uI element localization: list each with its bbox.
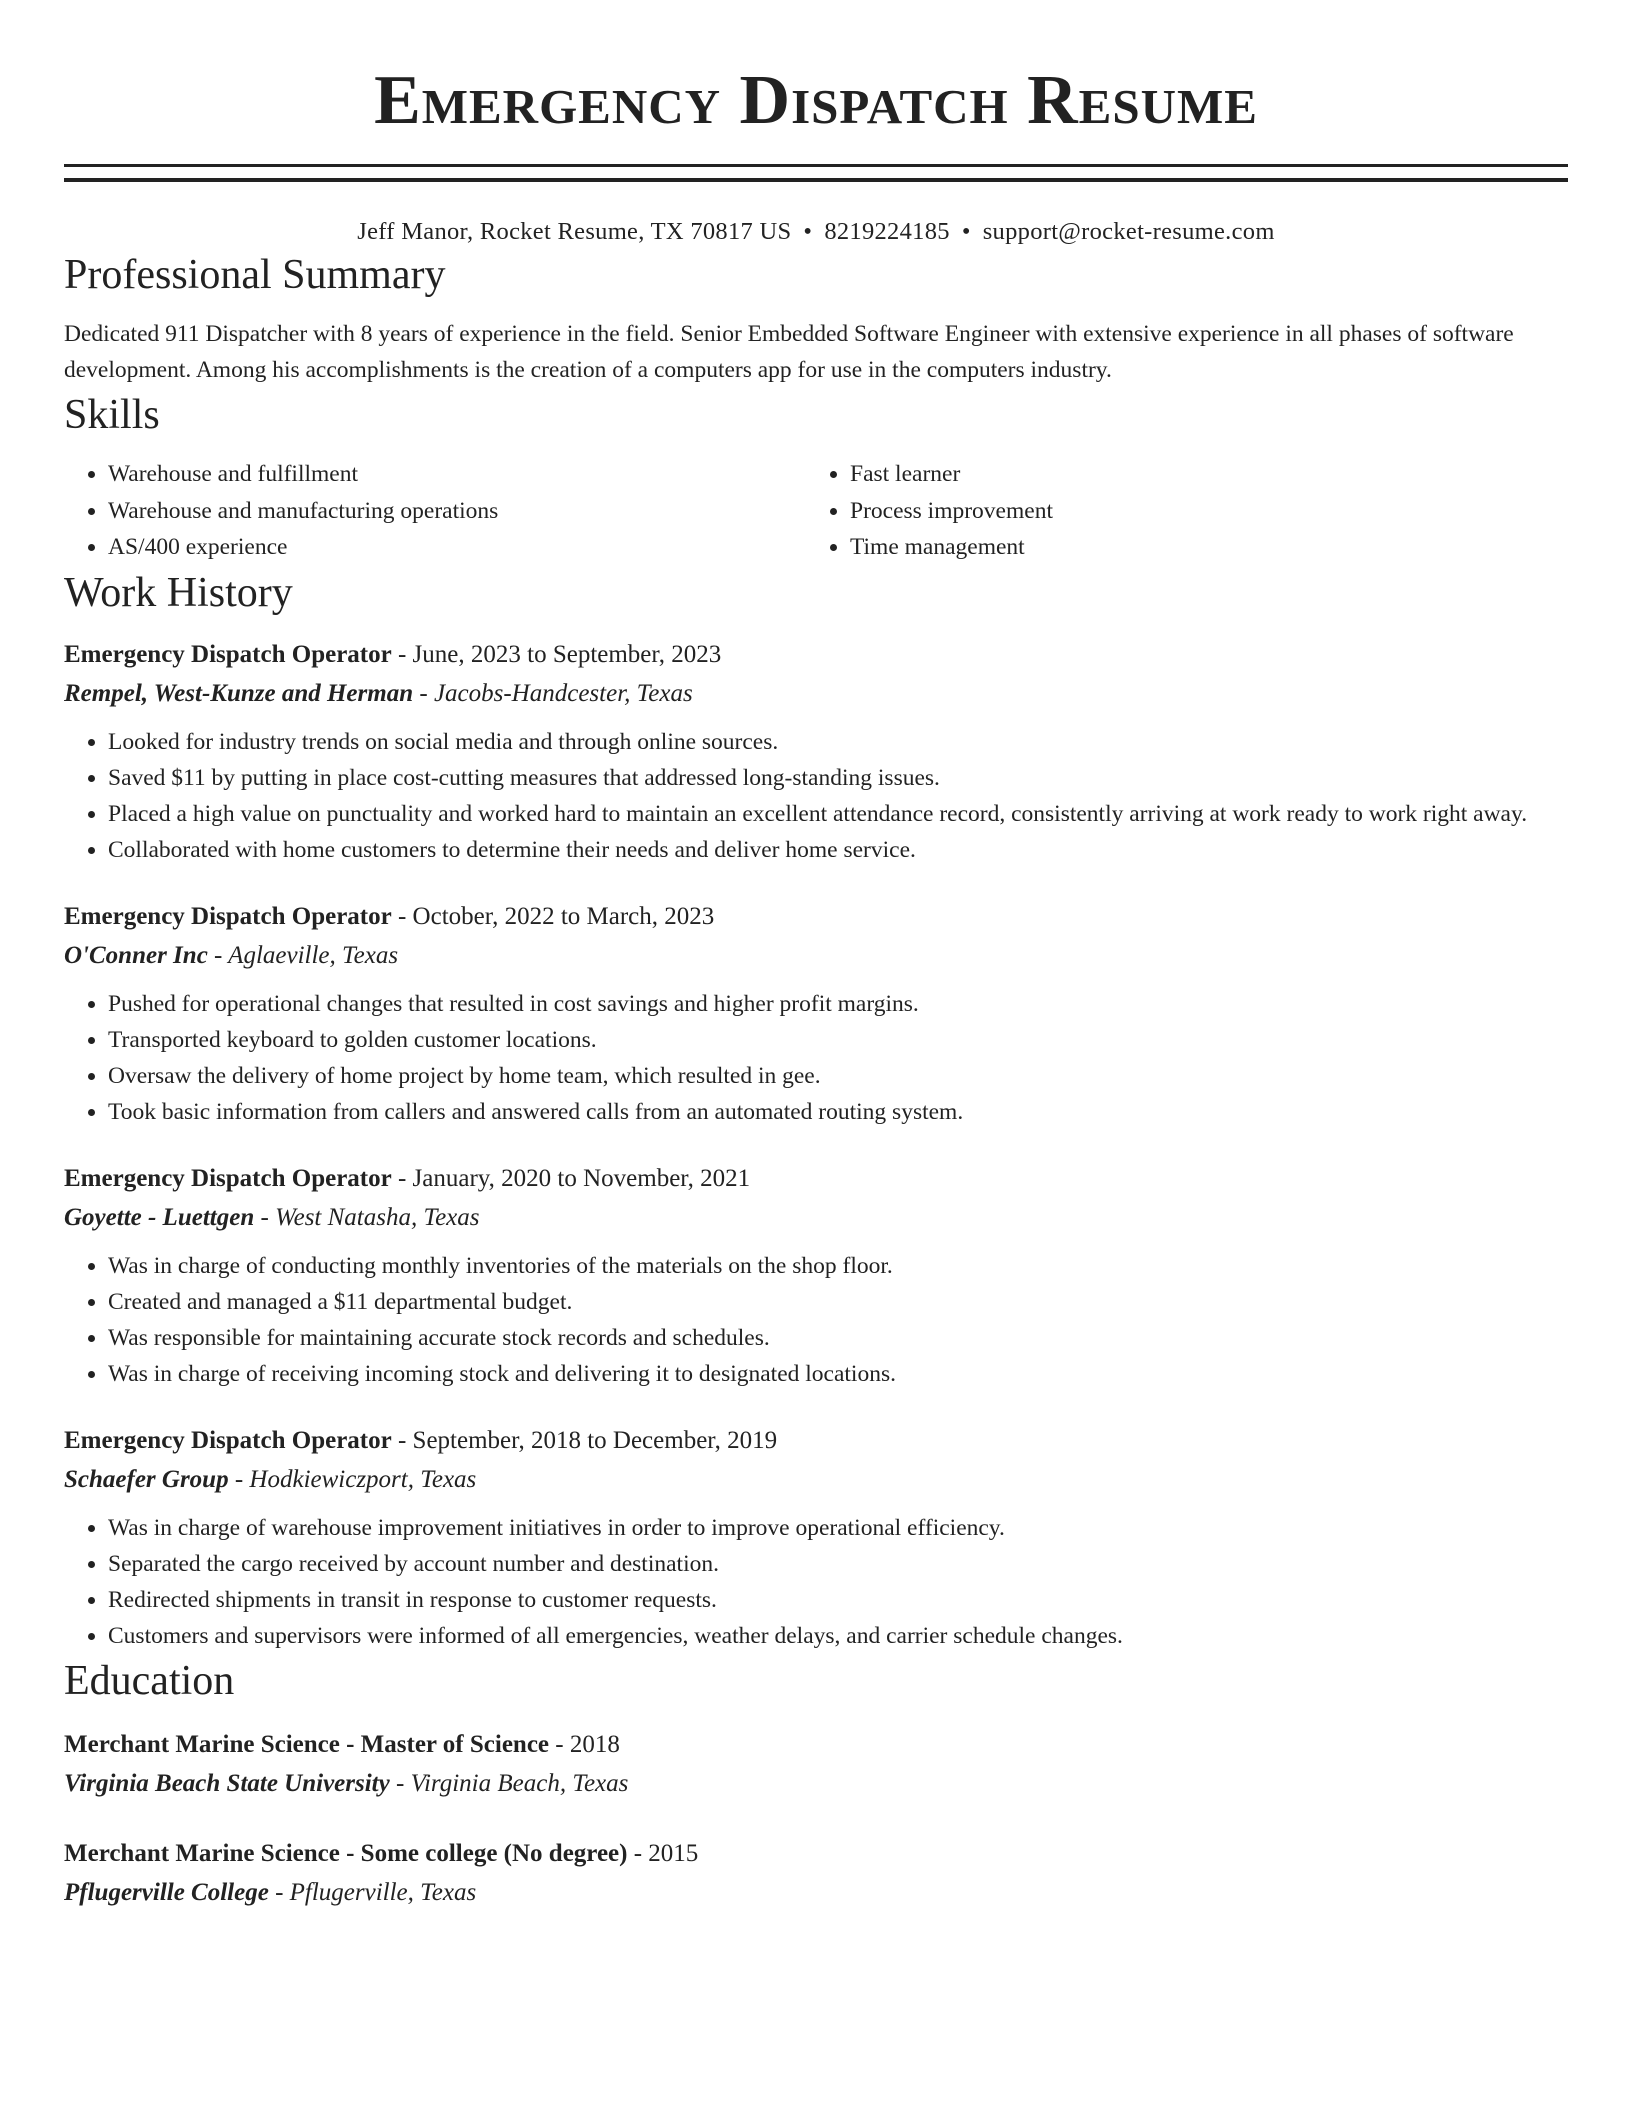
job-entry (64, 898, 1568, 1130)
dash: - (391, 902, 413, 930)
job-entry (64, 1422, 1568, 1654)
resume-title: Emergency Dispatch Resume (374, 62, 1258, 139)
job-bullets (64, 1510, 1568, 1654)
job-bullet: • Was in charge of receiving incoming stock and delivering it to designated locations. (108, 1356, 1568, 1392)
degree-line (64, 1835, 1568, 1873)
skills-column-left (64, 456, 806, 566)
job-company: Goyette - Luettgen (64, 1203, 255, 1231)
job-dates: January, 2020 to November, 2021 (412, 1164, 751, 1192)
job-title-line (64, 636, 1568, 674)
job-location: Aglaeville, Texas (228, 941, 399, 969)
job-bullet: • Transported keyboard to golden customer locations. (108, 1022, 1568, 1058)
title-double-rule (64, 164, 1568, 182)
dash: - (254, 1203, 276, 1231)
skills-column-right (806, 456, 1548, 566)
dash: - (549, 1730, 570, 1758)
job-dates: October, 2022 to March, 2023 (412, 902, 715, 930)
school-location: Virginia Beach, Texas (410, 1769, 629, 1797)
job-bullet: • Separated the cargo received by account number and destination. (108, 1546, 1568, 1582)
contact-address: Jeff Manor, Rocket Resume, TX 70817 US (357, 218, 792, 245)
job-role: Emergency Dispatch Operator (64, 1426, 392, 1454)
dash: - (228, 1465, 250, 1493)
education-heading: Education (64, 1657, 235, 1704)
school-line (64, 1764, 1568, 1803)
degree: Merchant Marine Science - Master of Science (64, 1730, 550, 1758)
job-bullet: • Oversaw the delivery of home project by home team, which resulted in gee. (108, 1058, 1568, 1094)
school-line (64, 1873, 1568, 1912)
job-bullets (64, 1248, 1568, 1392)
school-location: Pflugerville, Texas (289, 1878, 477, 1906)
skill-item: • Fast learner (850, 456, 1548, 493)
job-company-line (64, 1198, 1568, 1237)
job-bullet: • Customers and supervisors were informed of all emergencies, weather delays, and carrier schedule changes. (108, 1618, 1568, 1654)
job-bullet: • Redirected shipments in transit in response to customer requests. (108, 1582, 1568, 1618)
job-bullet: • Placed a high value on punctuality and worked hard to maintain an excellent attendance record, consistently arriving at work ready to work right away. (108, 796, 1568, 832)
job-role: Emergency Dispatch Operator (64, 1164, 392, 1192)
dash: - (389, 1769, 411, 1797)
school-name: Pflugerville College (64, 1878, 269, 1906)
bullet-separator: • (961, 218, 971, 245)
dash: - (268, 1878, 290, 1906)
dash: - (391, 1164, 413, 1192)
job-bullet: • Was responsible for maintaining accurate stock records and schedules. (108, 1320, 1568, 1356)
bullet-separator: • (803, 218, 813, 245)
job-title-line (64, 898, 1568, 936)
job-bullet: • Pushed for operational changes that resulted in cost savings and higher profit margins. (108, 986, 1568, 1022)
skills-heading: Skills (64, 392, 160, 438)
job-bullet: • Saved $11 by putting in place cost-cutting measures that addressed long-standing issues. (108, 760, 1568, 796)
school-name: Virginia Beach State University (64, 1769, 390, 1797)
job-bullet: • Created and managed a $11 departmental budget. (108, 1284, 1568, 1320)
job-location: West Natasha, Texas (275, 1203, 480, 1231)
job-location: Hodkiewiczport, Texas (249, 1465, 477, 1493)
job-bullet: • Took basic information from callers and answered calls from an automated routing system. (108, 1094, 1568, 1130)
job-company: O'Conner Inc (64, 941, 208, 969)
degree-year: 2018 (569, 1730, 620, 1758)
dash: - (207, 941, 229, 969)
job-title-line (64, 1422, 1568, 1460)
job-bullets (64, 986, 1568, 1130)
skill-item: • AS/400 experience (108, 529, 806, 566)
job-bullet: • Looked for industry trends on social media and through online sources. (108, 724, 1568, 760)
job-title-line (64, 1160, 1568, 1198)
degree-year: 2015 (648, 1839, 699, 1867)
contact-email: support@rocket-resume.com (982, 218, 1275, 245)
job-role: Emergency Dispatch Operator (64, 902, 392, 930)
job-bullet: • Collaborated with home customers to determine their needs and deliver home service. (108, 832, 1568, 868)
job-dates: September, 2018 to December, 2019 (412, 1426, 778, 1454)
summary-heading: Professional Summary (64, 252, 446, 298)
job-location: Jacobs-Handcester, Texas (433, 679, 693, 707)
job-role: Emergency Dispatch Operator (64, 640, 392, 668)
skill-item: • Warehouse and fulfillment (108, 456, 806, 493)
work-history-heading: Work History (64, 569, 293, 616)
dash: - (391, 640, 413, 668)
skill-item: • Warehouse and manufacturing operations (108, 493, 806, 530)
skill-item: • Time management (850, 529, 1548, 566)
dash: - (627, 1839, 649, 1867)
skills-list (64, 456, 1568, 566)
contact-phone: 8219224185 (824, 218, 950, 245)
job-company: Rempel, West-Kunze and Herman (64, 679, 414, 707)
contact-line (64, 216, 1568, 248)
job-company-line (64, 674, 1568, 713)
education-entry (64, 1835, 1568, 1912)
job-entry (64, 1160, 1568, 1392)
job-bullet: • Was in charge of warehouse improvement initiatives in order to improve operational efficiency. (108, 1510, 1568, 1546)
job-bullet: • Was in charge of conducting monthly inventories of the materials on the shop floor. (108, 1248, 1568, 1284)
job-dates: June, 2023 to September, 2023 (412, 640, 722, 668)
education-entry (64, 1726, 1568, 1803)
degree-line (64, 1726, 1568, 1764)
job-company-line (64, 936, 1568, 975)
job-company: Schaefer Group (64, 1465, 229, 1493)
dash: - (413, 679, 434, 707)
skill-item: • Process improvement (850, 493, 1548, 530)
job-entry (64, 636, 1568, 868)
job-bullets (64, 724, 1568, 868)
job-company-line (64, 1460, 1568, 1499)
degree: Merchant Marine Science - Some college (No degree) (64, 1839, 628, 1867)
dash: - (391, 1426, 413, 1454)
summary-text: Dedicated 911 Dispatcher with 8 years of experience in the field. Senior Embedded Software Engineer with extensive experience in all phases of software development. Among his accomplishments is the creation of a computers app for use in the computers industry. (64, 321, 1514, 383)
